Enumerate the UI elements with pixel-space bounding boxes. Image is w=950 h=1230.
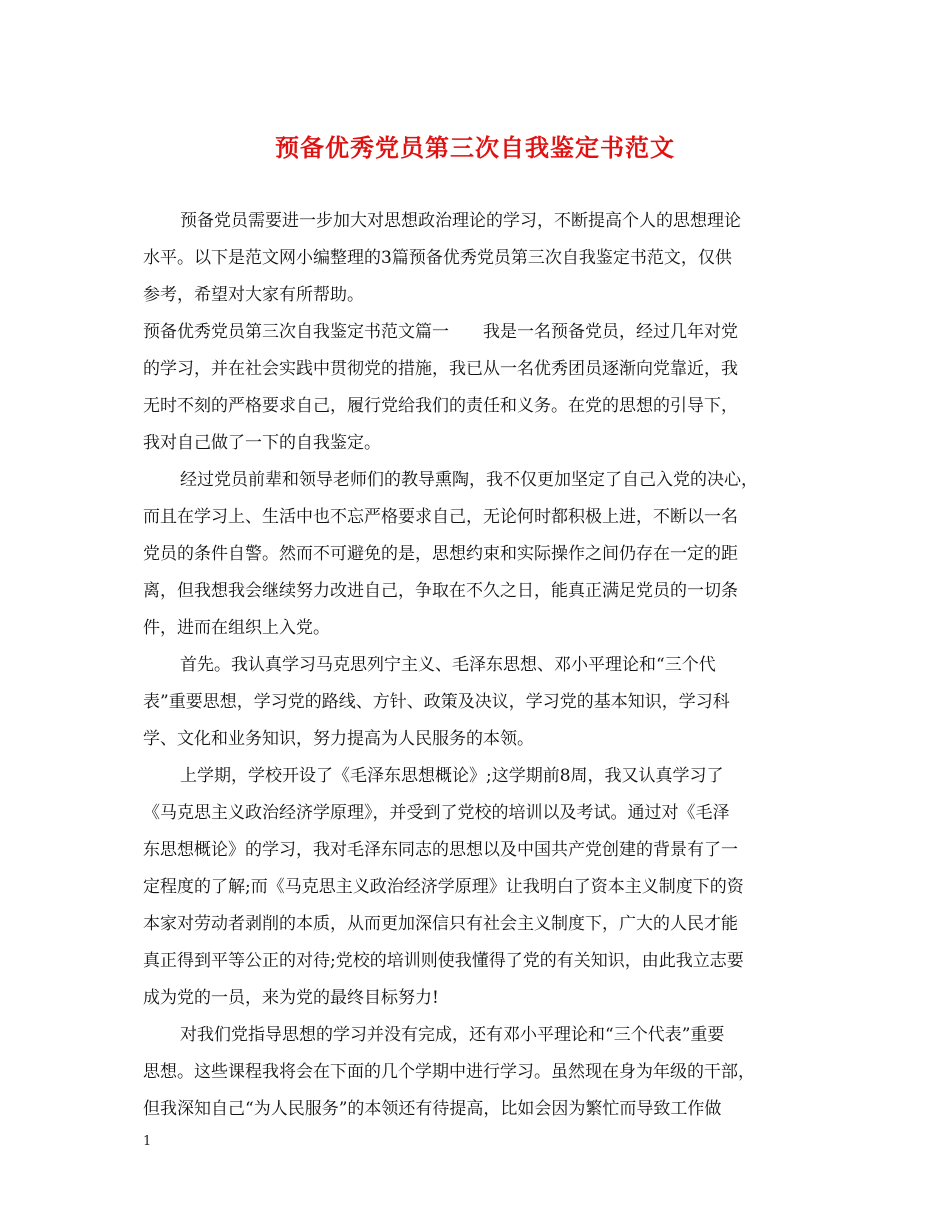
text-line: 而且在学习上、生活中也不忘严格要求自己，无论何时都积极上进，不断以一名 — [143, 507, 738, 527]
text-line: 真正得到平等公正的对待;党校的培训则使我懂得了党的有关知识，由此我立志要 — [143, 951, 744, 971]
text-line: 水平。以下是范文网小编整理的3篇预备优秀党员第三次自我鉴定书范文，仅供 — [143, 248, 732, 268]
text-line: 上学期，学校开设了《毛泽东思想概论》;这学期前8周，我又认真学习了 — [180, 766, 724, 786]
text-line: 件，进而在组织上入党。 — [143, 618, 330, 638]
text-line: 预备党员需要进一步加大对思想政治理论的学习，不断提高个人的思想理论 — [180, 211, 741, 231]
text-line: 党员的条件自警。然而不可避免的是，思想约束和实际操作之间仍存在一定的距 — [143, 544, 738, 564]
text-line: 预备优秀党员第三次自我鉴定书范文篇一 我是一名预备党员，经过几年对党 — [143, 322, 738, 342]
text-line: 表”重要思想，学习党的路线、方针、政策及决议，学习党的基本知识，学习科 — [143, 692, 730, 712]
text-line: 东思想概论》的学习，我对毛泽东同志的思想以及中国共产党创建的背景有了一 — [143, 840, 738, 860]
text-line: 思想。这些课程我将会在下面的几个学期中进行学习。虽然现在身为年级的干部， — [143, 1062, 755, 1082]
text-line: 《马克思主义政治经济学原理》，并受到了党校的培训以及考试。通过对《毛泽 — [143, 803, 730, 823]
text-line: 经过党员前辈和领导老师们的教导熏陶，我不仅更加坚定了自己入党的决心， — [180, 470, 758, 490]
text-line: 学、文化和业务知识，努力提高为人民服务的本领。 — [143, 729, 534, 749]
text-line: 本家对劳动者剥削的本质，从而更加深信只有社会主义制度下，广大的人民才能 — [143, 914, 738, 934]
text-line: 离，但我想我会继续努力改进自己，争取在不久之日，能真正满足党员的一切条 — [143, 581, 738, 601]
text-line: 对我们党指导思想的学习并没有完成，还有邓小平理论和“三个代表”重要 — [180, 1025, 725, 1045]
document-body — [143, 203, 808, 1128]
text-line: 参考，希望对大家有所帮助。 — [143, 285, 364, 305]
text-line: 定程度的了解;而《马克思主义政治经济学原理》让我明白了资本主义制度下的资 — [143, 877, 744, 897]
text-line: 的学习，并在社会实践中贯彻党的措施，我已从一名优秀团员逐渐向党靠近，我 — [143, 359, 738, 379]
text-line: 无时不刻的严格要求自己，履行党给我们的责任和义务。在党的思想的引导下， — [143, 396, 738, 416]
text-line: 首先。我认真学习马克思列宁主义、毛泽东思想、邓小平理论和“三个代 — [180, 655, 716, 675]
page-number: 1 — [143, 1134, 152, 1149]
text-line: 但我深知自己“为人民服务”的本领还有待提高，比如会因为繁忙而导致工作做 — [143, 1099, 722, 1119]
text-line: 成为党的一员，来为党的最终目标努力! — [143, 988, 439, 1008]
text-line: 我对自己做了一下的自我鉴定。 — [143, 433, 381, 453]
document-title: 预备优秀党员第三次自我鉴定书范文 — [275, 134, 675, 162]
